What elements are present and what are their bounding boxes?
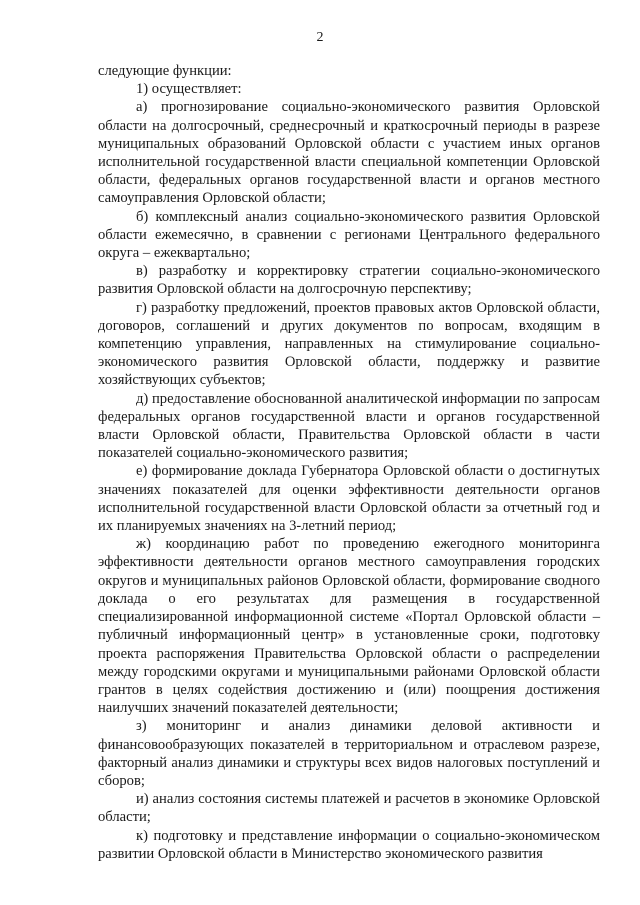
list-item-zh: ж) координацию работ по проведению ежегодного мониторинга эффективности деятельности органов местного самоуправления городских округов и муниципальных районов Орловской области, формирование сводного доклада о его результатах для размещения в государственной специализированной информационной системе «Портал Орловской области – публичный информационный центр» в установленные сроки, подготовку проекта распоряжения Правительства Орловской области о распределении между городскими округами и муниципальными районами Орловской области грантов в целях содействия достижению и (или) поощрения достижения наилучших значений показателей деятельности; <box>98 536 600 717</box>
list-item-i: и) анализ состояния системы платежей и расчетов в экономике Орловской области; <box>98 791 600 826</box>
section-heading: 1) осуществляет: <box>136 81 242 98</box>
list-item-g: г) разработку предложений, проектов правовых актов Орловской области, договоров, соглашений и других документов по вопросам, входящим в компетенцию управления, направленных на стимулирование социально-экономического развития Орловской области, поддержку и развитие хозяйствующих субъектов; <box>98 299 600 389</box>
list-item-v: в) разработку и корректировку стратегии социально-экономического развития Орловской области на долгосрочную перспективу; <box>98 263 600 298</box>
list-item-k: к) подготовку и представление информации о социально-экономическом развитии Орловской области в Министерство экономического развития <box>98 827 600 862</box>
document-body <box>98 62 600 863</box>
list-item-z: з) мониторинг и анализ динамики деловой активности и финансовообразующих показателей в территориальном и отраслевом разрезе, факторный анализ динамики и структуры всех видов налоговых поступлений и сборов; <box>98 718 600 789</box>
list-item-d: д) предоставление обоснованной аналитической информации по запросам федеральных органов государственной власти и органов государственной власти Орловской области, Правительства Орловской области в части показателей социально-экономического развития; <box>98 390 600 462</box>
intro-line: следующие функции: <box>98 63 232 79</box>
list-item-a: а) прогнозирование социально-экономического развития Орловской области на долгосрочный, среднесрочный и краткосрочный периоды в разрезе муниципальных образований Орловской области с участием иных органов исполнительной государственной власти специальной компетенции Орловской области, федеральных органов государственной власти и органов местного самоуправления Орловской области; <box>98 99 600 207</box>
list-item-e: е) формирование доклада Губернатора Орловской области о достигнутых значениях показателей для оценки эффективности деятельности органов исполнительной государственной власти Орловской области за отчетный год и их планируемых значениях на 3-летний период; <box>98 463 600 535</box>
page-number: 2 <box>316 30 324 45</box>
list-item-b: б) комплексный анализ социально-экономического развития Орловской области ежемесячно, в сравнении с регионами Центрального федерального округа – ежеквартально; <box>98 208 600 262</box>
